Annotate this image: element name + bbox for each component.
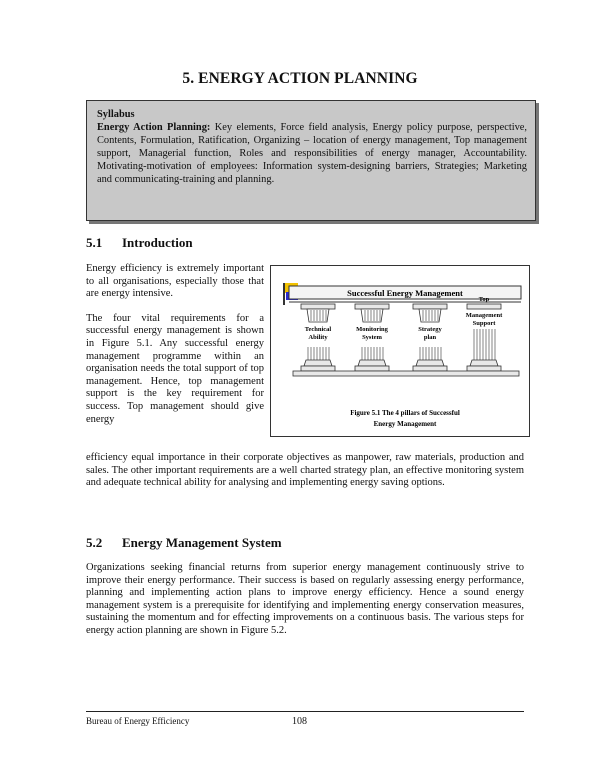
pillar-base [293,371,519,376]
syllabus-heading: Syllabus [97,109,135,120]
figure-caption-line1: Figure 5.1 The 4 pillars of Successful [350,409,460,417]
footer-publisher: Bureau of Energy Efficiency [86,716,190,726]
syllabus-box [86,100,536,221]
section-5-2-number: 5.2 [86,535,103,550]
section-5-2-body [86,562,524,638]
pillar-top-management [466,296,503,371]
pillar-4-line2: Management [465,312,503,319]
intro-paragraph-2: The four vital requirements for a successful energy management is shown in Figure 5.1. Any successful energy management programme within an organisation needs the total support of top management. Hence, top management support is the key requirement for success. Top management should give energy [86,312,264,425]
section-5-2-heading [86,535,282,551]
pillar-1-line1: Technical [304,326,332,333]
section-5-1-number: 5.1 [86,235,103,250]
section-5-1-heading [86,235,193,251]
pillar-1-line2: Ability [308,334,328,341]
section-5-1-column [86,263,264,426]
pillar-4-line3: Support [472,320,496,327]
pillars-diagram [271,266,529,436]
page-number: 108 [292,716,307,727]
ems-paragraph: Organizations seeking financial returns from superior energy management continuously strive to improve their energy performance. Their success is based on regularly assessing energy performance, planning and implementing action plans to improve energy efficiency. Hence a sound energy management system is a prerequisite for identifying and implementing energy conservation measures, sustaining the momentum and for effecting improvements on a continuous basis. The various steps for energy action planning are shown in Figure 5.2. [86,562,524,636]
pillar-monitoring [355,304,389,371]
pillar-3-line1: Strategy [418,326,442,333]
figure-5-1 [270,265,530,437]
intro-paragraph-2-continued: efficiency equal importance in their corporate objectives as manpower, raw materials, production and sales. The other important requirements are a well charted strategy plan, an effective monitoring system and adequate technical ability for analysing and implementing energy saving options. [86,452,524,489]
pillar-strategy [413,304,447,371]
section-5-2-title: Energy Management System [122,535,282,550]
syllabus-text [97,121,527,186]
footer-divider [86,711,524,712]
syllabus-body: Key elements, Force field analysis, Energy policy purpose, perspective, Contents, Formulation, Ratification, Organizing – location of energy management, Top management support, Managerial function, Roles and responsibilities of energy manager, Accountability. Motivating-motivation of employees: Information system-designing barriers, Strategies; Marketing and communicating-training and planning. [97,122,527,186]
pillar-4-line1: Top [478,296,490,303]
page-title: 5. ENERGY ACTION PLANNING [182,70,418,87]
syllabus-label: Energy Action Planning: [97,122,211,134]
figure-caption-line2: Energy Management [373,420,437,428]
section-5-1-continuation [86,452,524,490]
pillar-2-line1: Monitoring [356,326,388,333]
section-5-1-title: Introduction [122,235,193,250]
pillar-3-line2: plan [423,334,437,341]
intro-paragraph-1: Energy efficiency is extremely important to all organisations, especially those that are energy intensive. [86,263,264,300]
pillar-2-line2: System [362,334,382,341]
beam-label: Successful Energy Management [347,288,463,298]
pillar-technical [301,304,335,371]
